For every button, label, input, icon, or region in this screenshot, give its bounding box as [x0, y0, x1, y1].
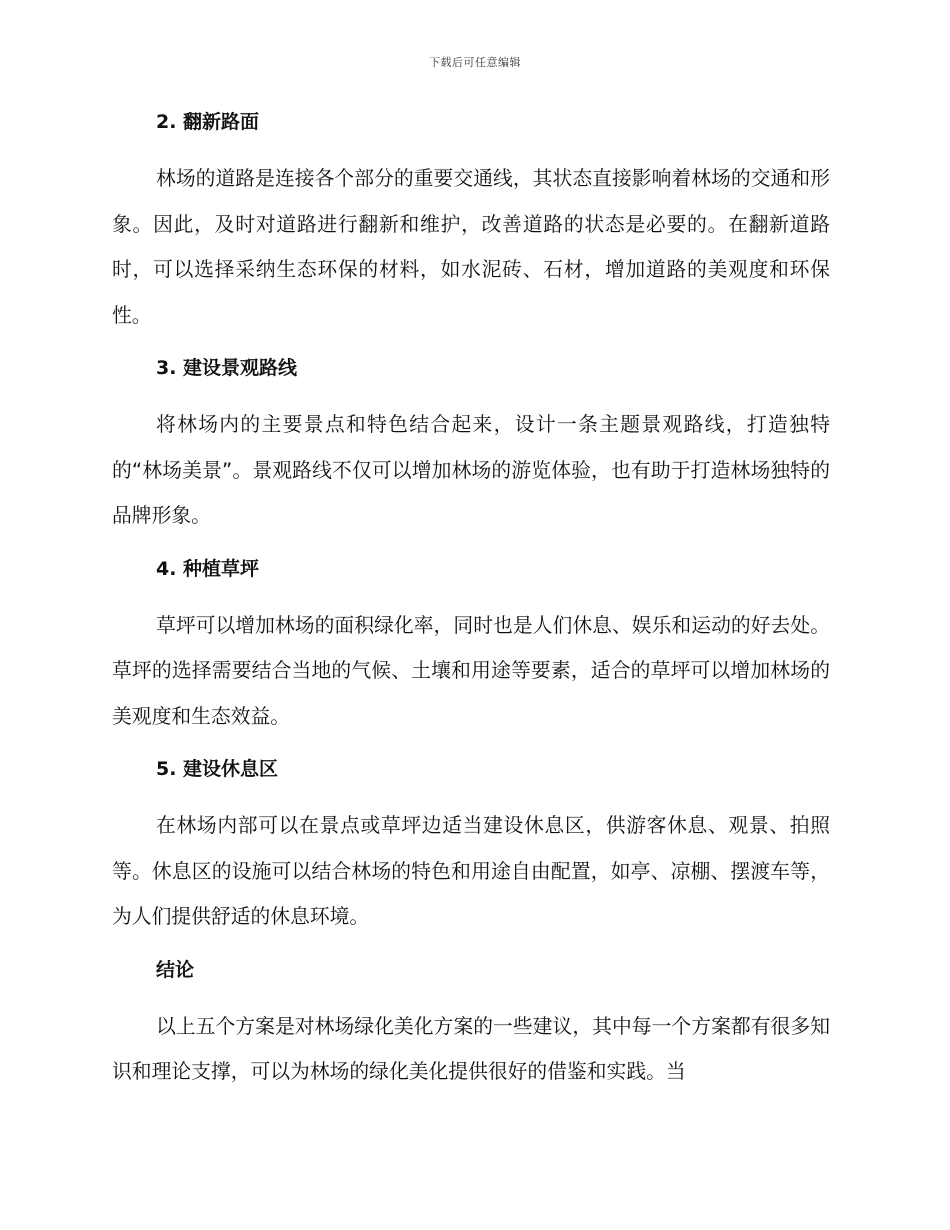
section-paragraph-rest-area: 在林场内部可以在景点或草坪边适当建设休息区，供游客休息、观景、拍照等。休息区的设施可以结合林场的特色和用途自由配置，如亭、凉棚、摆渡车等，为人们提供舒适的休息环境。: [112, 814, 830, 928]
section-paragraph-plant-lawn: 草坪可以增加林场的面积绿化率，同时也是人们休息、娱乐和运动的好去处。草坪的选择需要结合当地的气候、土壤和用途等要素，适合的草坪可以增加林场的美观度和生态效益。: [112, 613, 830, 728]
document-body: [112, 108, 830, 1111]
section-heading-rest-area: 5. 建设休息区: [156, 758, 279, 780]
section-heading-conclusion: 结论: [156, 958, 195, 981]
section-paragraph-conclusion: 以上五个方案是对林场绿化美化方案的一些建议，其中每一个方案都有很多知识和理论支撑，可以为林场的绿化美化提供很好的借鉴和实践。当: [112, 1014, 830, 1083]
page-header: 下载后可任意编辑: [429, 56, 521, 69]
section-paragraph-landscape-route: 将林场内的主要景点和特色结合起来，设计一条主题景观路线，打造独特的“林场美景”。景观路线不仅可以增加林场的游览体验，也有助于打造林场独特的品牌形象。: [112, 413, 830, 527]
section-paragraph-renovate-road: 林场的道路是连接各个部分的重要交通线，其状态直接影响着林场的交通和形象。因此，及时对道路进行翻新和维护，改善道路的状态是必要的。在翻新道路时，可以选择采纳生态环保的材料，如水泥砖、石材，增加道路的美观度和环保性。: [112, 167, 830, 327]
section-heading-renovate-road: 2. 翻新路面: [156, 111, 260, 133]
section-heading-landscape-route: 3. 建设景观路线: [156, 357, 298, 379]
section-heading-plant-lawn: 4. 种植草坪: [156, 557, 260, 580]
